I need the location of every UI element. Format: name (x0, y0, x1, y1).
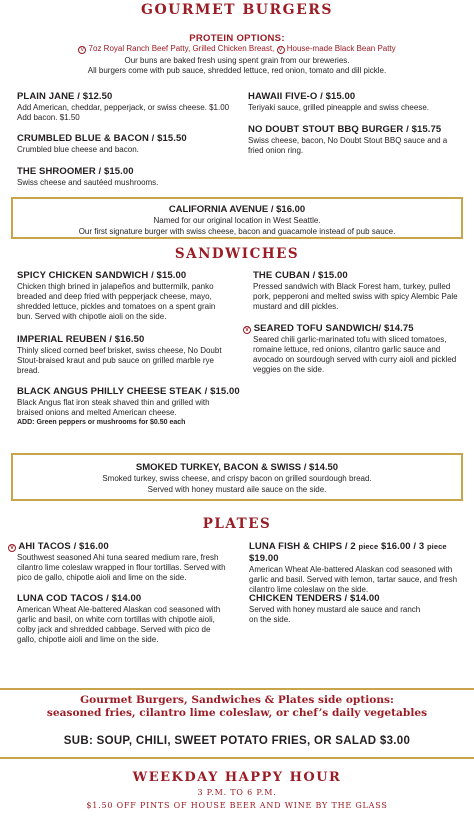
vegetarian-icon: V (278, 47, 283, 53)
item-desc: mustard and dill pickles. (253, 302, 339, 311)
item-addon: ADD: Green peppers or mushrooms for $0.50 each (17, 419, 186, 426)
item-desc: avocado on sourdough served with curry aioli and pickled (253, 355, 457, 364)
item-name: LUNA COD TACOS / $14.00 (17, 593, 142, 604)
item-desc: gallo, chipotle aioli and lime on the side. (17, 635, 159, 644)
menu-item-no-doubt-stout (248, 124, 470, 156)
menu-item-luna-fish-chips (249, 541, 471, 595)
item-name: HAWAII FIVE-O / $15.00 (248, 91, 356, 102)
item-desc: shredded lettuce, pickles and tomatoes on a spent grain (17, 302, 216, 311)
item-desc: Seared chili garlic-marinated tofu with sliced tomatoes, (253, 335, 447, 344)
item-name: THE SHROOMER / $15.00 (17, 166, 134, 177)
menu-item-hawaii-five-o (248, 91, 470, 113)
item-desc: breaded and deep fried with pepperjack cheese, mayo, (17, 292, 212, 301)
item-desc: Swiss cheese and sautéed mushrooms. (17, 178, 159, 187)
item-desc: cilantro lime coleslaw wrapped in flour tortillas. Served with (17, 563, 226, 572)
feature-desc: Served with honey mustard aile sauce on the side. (147, 484, 327, 494)
item-desc: Pressed sandwich with Black Forest ham, turkey, pulled (253, 282, 451, 291)
item-desc: bread. (17, 366, 40, 375)
item-desc: Thinly sliced corned beef brisket, swiss cheese, No Doubt (17, 346, 222, 355)
item-desc: Southwest seasoned Ahi tuna seared medium rare, fresh (17, 553, 219, 562)
menu-item-seared-tofu (243, 323, 471, 375)
item-desc: Chicken thigh brined in jalapeños and buttermilk, panko (17, 282, 214, 291)
item-name: V AHI TACOS / $16.00 (9, 541, 109, 552)
vegetarian-icon: V (80, 47, 85, 53)
item-desc: Black Angus flat iron steak shaved thin and grilled with (17, 398, 210, 407)
side-options-list: seasoned fries, cilantro lime coleslaw, or chef’s daily vegetables (46, 707, 428, 719)
menu-item-spicy-chicken (17, 270, 249, 322)
side-options (0, 694, 474, 720)
feature-box-california-avenue (11, 197, 463, 239)
burgers-intro-2: All burgers come with pub sauce, shredded lettuce, red onion, tomato and dill pickle. (87, 66, 387, 75)
item-name: BLACK ANGUS PHILLY CHEESE STEAK / $15.00 (17, 386, 240, 397)
menu-item-philly-cheese-steak (17, 386, 249, 428)
side-options-header: Gourmet Burgers, Sandwiches & Plates side options: (80, 694, 394, 706)
menu-item-the-cuban (253, 270, 471, 312)
item-name: THE CUBAN / $15.00 (253, 270, 348, 281)
happy-hour-deal: $1.50 OFF PINTS OF HOUSE BEER AND WINE BY THE GLASS (86, 801, 388, 810)
item-desc: braised onions and melted American cheese. (17, 408, 177, 417)
item-desc: pork, pepperoni and melted swiss with spicy Alembic Pale (253, 292, 458, 301)
divider-bottom (0, 757, 474, 759)
item-desc: Teriyaki sauce, grilled pineapple and swiss cheese. (248, 103, 429, 112)
item-desc: Add bacon. $1.50 (17, 113, 80, 122)
vegetarian-icon: V (9, 545, 15, 551)
item-name: CHICKEN TENDERS / $14.00 (249, 593, 380, 604)
menu-item-chicken-tenders (249, 593, 471, 625)
item-name: SPICY CHICKEN SANDWICH / $15.00 (17, 270, 187, 281)
item-desc: bun. Served with chipotle aioli on the side. (17, 312, 167, 321)
feature-name: CALIFORNIA AVENUE / $16.00 (168, 204, 306, 215)
item-desc: American Wheat Ale-battered Alaskan cod seasoned with (17, 605, 221, 614)
menu-item-ahi-tacos (8, 541, 248, 583)
happy-hour-hours: 3 P.M. TO 6 P.M. (197, 788, 277, 797)
divider-top (0, 688, 474, 690)
item-desc: Crumbled blue cheese and bacon. (17, 145, 139, 154)
item-desc: American Wheat Ale-battered Alaskan cod seasoned with (249, 565, 453, 574)
burgers-title: GOURMET BURGERS (140, 2, 333, 18)
item-name: CRUMBLED BLUE & BACON / $15.50 (17, 133, 187, 144)
happy-hour-title: WEEKDAY HAPPY HOUR (132, 770, 342, 785)
feature-desc: Named for our original location in West Seattle. (153, 216, 321, 225)
feature-name: SMOKED TURKEY, BACON & SWISS / $14.50 (135, 462, 339, 473)
menu-item-shroomer (17, 166, 242, 188)
burgers-intro-1: Our buns are baked fresh using spent grain from our breweries. (124, 56, 350, 65)
item-name: PLAIN JANE / $12.50 (17, 91, 113, 102)
menu-item-crumbled-blue (17, 133, 242, 155)
item-desc: veggies on the side. (253, 365, 325, 374)
item-desc: cilantro lime coleslaw on the side. (249, 585, 369, 594)
item-desc: garlic and basil. Served with lemon, tartar sauce, and fresh (249, 575, 458, 584)
feature-desc: Smoked turkey, swiss cheese, and crispy bacon on grilled sourdough bread. (102, 474, 372, 483)
protein-options-header: PROTEIN OPTIONS: (189, 33, 285, 44)
item-name: V SEARED TOFU SANDWICH/ $14.75 (244, 323, 414, 334)
sandwiches-title: SANDWICHES (174, 246, 300, 262)
menu-item-imperial-reuben (17, 334, 249, 376)
item-desc: fried onion ring. (248, 146, 304, 155)
item-desc: Stout-braised kraut and pub sauce on grilled marble rye (17, 356, 214, 365)
item-desc: pico de gallo, chipotle aioli and lime on the side. (17, 573, 187, 582)
feature-box-smoked-turkey (11, 453, 463, 501)
protein-options-list: V 7oz Royal Ranch Beef Patty, Grilled Chicken Breast, V House-made Black Bean Patty (80, 44, 396, 53)
plates-title: PLATES (202, 516, 272, 532)
item-name: IMPERIAL REUBEN / $16.50 (17, 334, 145, 345)
item-desc: colby jack and shredded cabbage. Served with pico de (17, 625, 211, 634)
item-name: NO DOUBT STOUT BBQ BURGER / $15.75 (248, 124, 442, 135)
feature-desc: Our first signature burger with swiss cheese, bacon and guacamole instead of pub sauce. (78, 226, 396, 236)
item-desc: Served with honey mustard ale sauce and ranch (249, 605, 421, 614)
item-desc: Swiss cheese, bacon, No Doubt Stout BBQ sauce and a (248, 136, 448, 145)
menu-item-plain-jane (17, 91, 242, 123)
protein-options (0, 34, 474, 76)
item-desc: romaine lettuce, red onions, cilantro garlic sauce and (253, 345, 441, 354)
item-desc: on the side. (249, 615, 291, 624)
substitution-options: SUB: SOUP, CHILI, SWEET POTATO FRIES, OR SALAD $3.00 (63, 735, 411, 747)
vegetarian-icon: V (244, 327, 250, 333)
item-desc: Add American, cheddar, pepperjack, or swiss cheese. $1.00 (17, 103, 230, 112)
menu-item-luna-cod-tacos (17, 593, 249, 645)
item-name: LUNA FISH & CHIPS / 2 piece $16.00 / 3 piece $19.00 (249, 541, 447, 564)
item-desc: garlic and basil, on white corn tortillas with chipotle aioli, (17, 615, 215, 624)
